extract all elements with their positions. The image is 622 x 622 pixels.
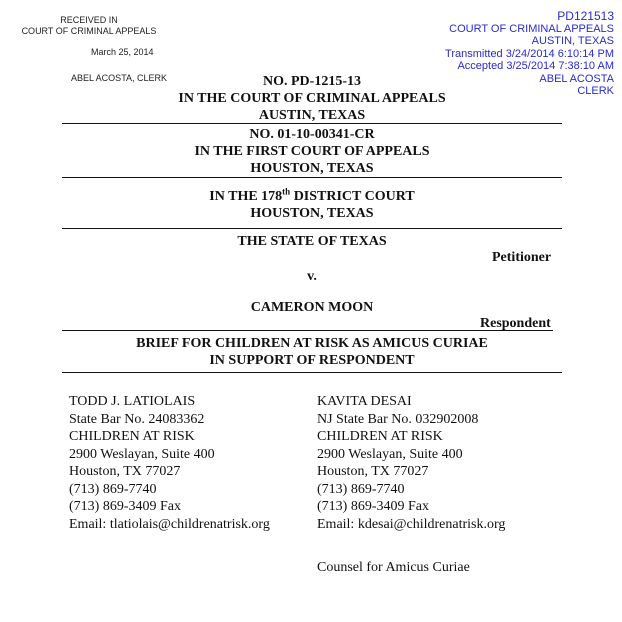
defendant-party: CAMERON MOON — [250, 300, 374, 315]
received-label: RECEIVED IN — [60, 15, 118, 25]
counsel-fax: (713) 869-3409 Fax — [69, 499, 181, 514]
filing-clerk-title: CLERK — [577, 85, 614, 97]
district-court-caption — [62, 188, 562, 222]
counsel-block-right — [317, 393, 505, 533]
divider-line — [62, 177, 562, 178]
counsel-role: Counsel for Amicus Curiae — [317, 560, 470, 575]
appeal-court-city: HOUSTON, TEXAS — [250, 161, 374, 176]
counsel-bar-number: NJ State Bar No. 032902008 — [317, 411, 479, 427]
counsel-phone: (713) 869-7740 — [317, 481, 405, 497]
divider-line — [62, 123, 562, 124]
received-clerk: ABEL ACOSTA, CLERK — [71, 73, 168, 83]
counsel-phone: (713) 869-7740 — [69, 481, 157, 497]
divider-line — [62, 372, 562, 373]
court-city: AUSTIN, TEXAS — [258, 108, 366, 123]
filing-court: COURT OF CRIMINAL APPEALS — [449, 22, 614, 35]
counsel-bar-number: State Bar No. 24083362 — [69, 411, 205, 427]
received-date: March 25, 2014 — [91, 47, 154, 57]
received-stamp — [0, 15, 178, 37]
filing-accepted: Accepted 3/25/2014 7:38:10 AM — [457, 60, 614, 72]
counsel-block-left — [69, 393, 270, 533]
counsel-organization: CHILDREN AT RISK — [69, 429, 195, 444]
first-court-caption — [62, 126, 562, 177]
brief-title-line2: IN SUPPORT OF RESPONDENT — [209, 353, 415, 368]
counsel-name: TODD J. LATIOLAIS — [69, 394, 196, 409]
appeal-number: NO. 01-10-00341-CR — [249, 127, 375, 142]
counsel-organization: CHILDREN AT RISK — [317, 429, 443, 444]
divider-line — [62, 228, 562, 229]
counsel-name: KAVITA DESAI — [317, 394, 412, 409]
received-court: COURT OF CRIMINAL APPEALS — [21, 26, 157, 36]
district-court-city: HOUSTON, TEXAS — [250, 206, 374, 221]
state-party: THE STATE OF TEXAS — [237, 234, 387, 249]
counsel-city: Houston, TX 77027 — [317, 464, 429, 479]
counsel-fax: (713) 869-3409 Fax — [317, 499, 429, 514]
counsel-city: Houston, TX 77027 — [69, 464, 181, 479]
court-of-criminal-appeals-caption — [62, 73, 562, 124]
district-court-name: IN THE 178th DISTRICT COURT — [209, 186, 415, 204]
filing-transmitted: Transmitted 3/24/2014 6:10:14 PM — [445, 47, 614, 60]
counsel-email: Email: kdesai@childrenatrisk.org — [317, 516, 506, 532]
counsel-email: Email: tlatiolais@childrenatrisk.org — [69, 516, 270, 532]
filing-city: AUSTIN, TEXAS — [531, 35, 614, 47]
filing-case-id: PD121513 — [557, 9, 614, 23]
petitioner-label: Petitioner — [492, 250, 552, 265]
respondent-label: Respondent — [480, 316, 551, 331]
court-name: IN THE COURT OF CRIMINAL APPEALS — [178, 91, 446, 106]
appeal-court-name: IN THE FIRST COURT OF APPEALS — [194, 144, 430, 159]
counsel-address: 2900 Weslayan, Suite 400 — [317, 446, 463, 462]
brief-title-line1: BRIEF FOR CHILDREN AT RISK AS AMICUS CURIAE — [136, 336, 488, 351]
filing-clerk-name: ABEL ACOSTA — [539, 72, 614, 85]
case-number: NO. PD-1215-13 — [263, 74, 361, 89]
versus: v. — [307, 269, 317, 284]
brief-title — [62, 335, 562, 369]
counsel-address: 2900 Weslayan, Suite 400 — [69, 446, 215, 462]
